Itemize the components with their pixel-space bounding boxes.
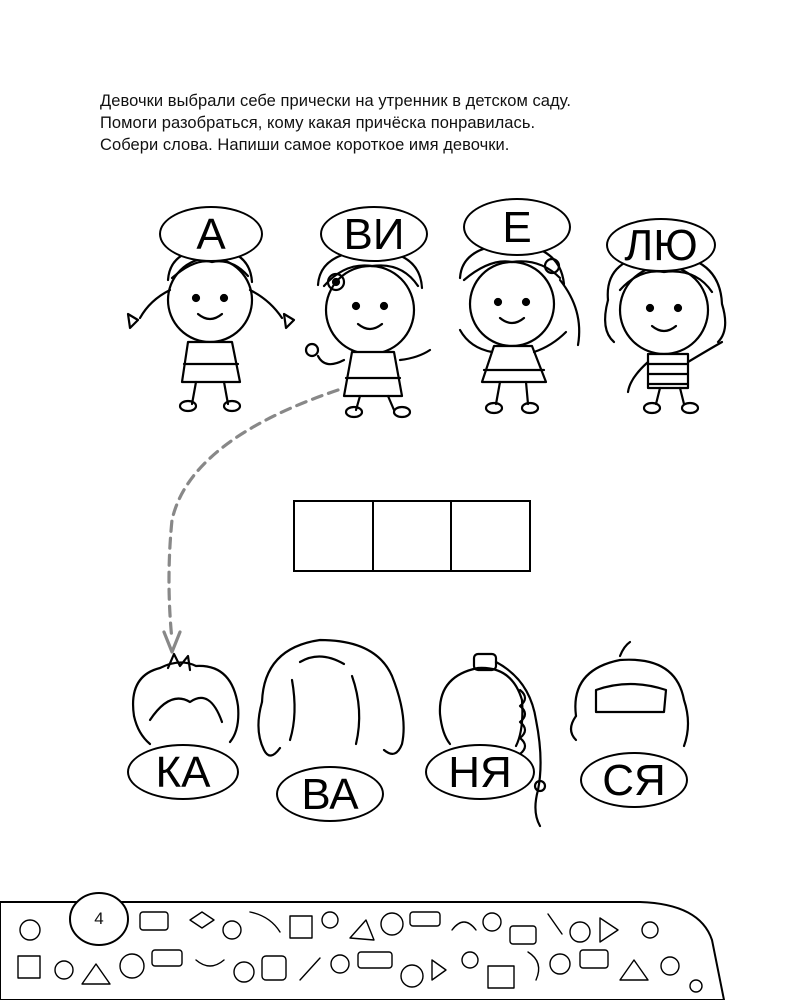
hairstyle-3 bbox=[440, 654, 545, 826]
hairstyle-4-syllable: СЯ bbox=[580, 752, 688, 808]
hairstyle-4 bbox=[571, 642, 688, 746]
page-number: 4 bbox=[94, 909, 104, 928]
girl-1-syllable: А bbox=[159, 206, 263, 262]
girl-3-syllable: Е bbox=[463, 198, 571, 256]
girl-4-syllable: ЛЮ bbox=[606, 218, 716, 272]
instruction-line-1: Девочки выбрали себе прически на утренник в детском саду. bbox=[100, 92, 571, 110]
hairstyle-2 bbox=[258, 640, 403, 756]
girl-2-syllable: ВИ bbox=[320, 206, 428, 262]
answer-box-3[interactable] bbox=[452, 502, 529, 570]
girl-3-figure bbox=[460, 244, 579, 413]
hairstyle-1 bbox=[133, 654, 238, 744]
girl-4-figure bbox=[605, 254, 725, 413]
hairstyle-1-syllable: КА bbox=[127, 744, 239, 800]
instruction-line-3: Собери слова. Напиши самое короткое имя девочки. bbox=[100, 136, 510, 154]
answer-box-2[interactable] bbox=[374, 502, 453, 570]
answer-grid bbox=[293, 500, 531, 572]
girl-2-figure bbox=[306, 250, 430, 417]
girl-1-figure bbox=[128, 248, 294, 411]
hairstyle-3-syllable: НЯ bbox=[425, 744, 535, 800]
instruction-line-2: Помоги разобраться, кому какая причёска понравилась. bbox=[100, 114, 536, 132]
answer-box-1[interactable] bbox=[295, 502, 374, 570]
hairstyle-2-syllable: ВА bbox=[276, 766, 384, 822]
